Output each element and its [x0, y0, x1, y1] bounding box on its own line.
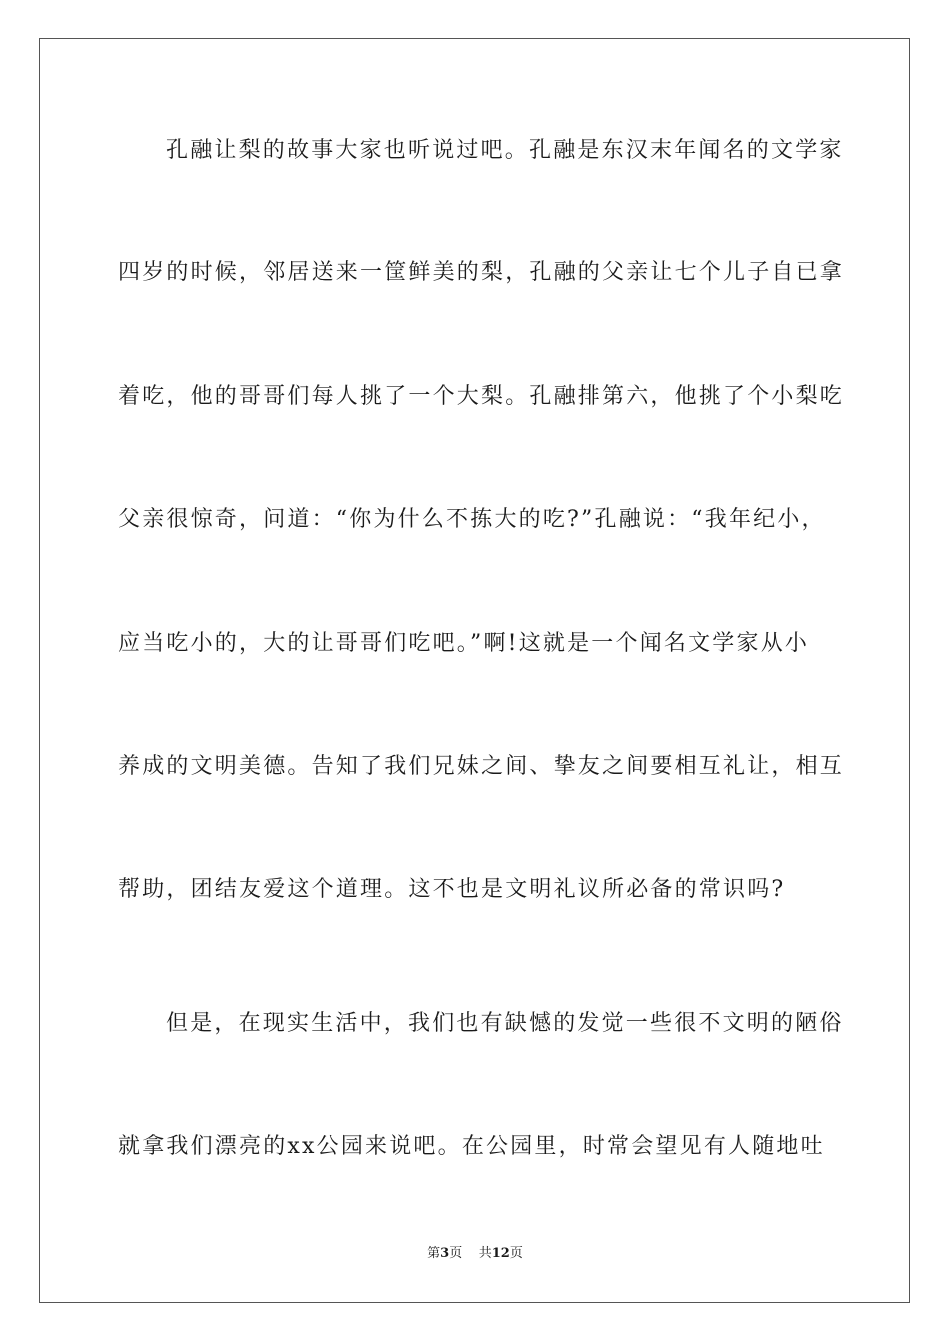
page-suffix: 页	[449, 1246, 463, 1261]
page-border	[39, 38, 910, 1303]
paragraph-line: 应当吃小的，大的让哥哥们吃吧。”啊!这就是一个闻名文学家从小	[118, 631, 810, 656]
total-suffix: 页	[509, 1246, 523, 1261]
total-pages: 12	[491, 1246, 510, 1261]
page-prefix: 第	[427, 1246, 441, 1261]
paragraph-line: 养成的文明美德。告知了我们兄妹之间、挚友之间要相互礼让，相互	[118, 754, 845, 779]
paragraph-line: 父亲很惊奇，问道：“你为什么不拣大的吃?”孔融说：“我年纪小，	[118, 507, 826, 532]
paragraph-line: 帮助，团结友爱这个道理。这不也是文明礼议所必备的常识吗?	[118, 877, 786, 902]
paragraph-line: 但是，在现实生活中，我们也有缺憾的发觉一些很不文明的陋俗	[166, 1011, 844, 1036]
page-footer	[0, 1245, 950, 1263]
paragraph-line: 着吃，他的哥哥们每人挑了一个大梨。孔融排第六，他挑了个小梨吃	[118, 384, 845, 409]
total-prefix: 共	[478, 1246, 492, 1261]
page-number: 3	[440, 1246, 450, 1261]
paragraph-line: 孔融让梨的故事大家也听说过吧。孔融是东汉末年闻名的文学家	[166, 138, 844, 163]
paragraph-line: 四岁的时候，邻居送来一筐鲜美的梨，孔融的父亲让七个儿子自已拿	[118, 260, 845, 285]
paragraph-line: 就拿我们漂亮的xx公园来说吧。在公园里，时常会望见有人随地吐	[118, 1134, 825, 1159]
